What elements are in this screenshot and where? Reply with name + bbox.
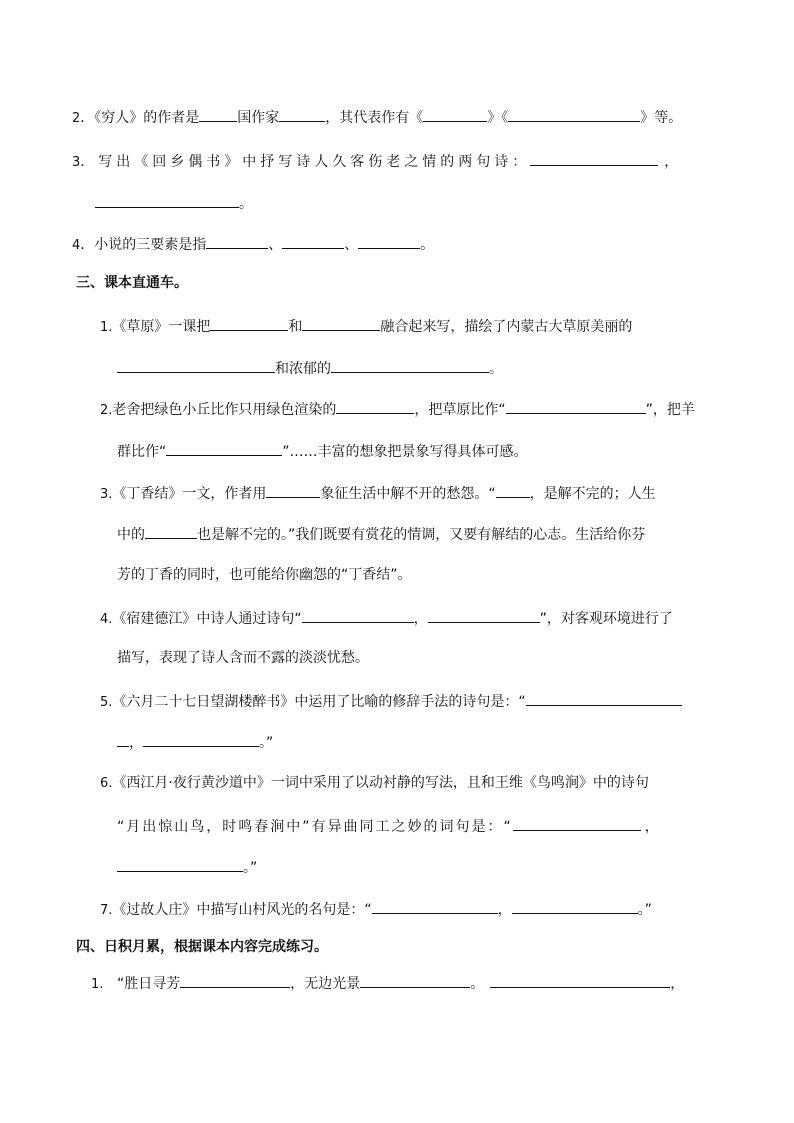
question-text: ，其代表作有《 [325,110,424,126]
question-text: 。 [239,196,253,212]
answer-blank[interactable] [512,898,638,914]
item-4-1 [91,972,684,995]
answer-blank[interactable] [372,898,498,914]
item-3-3 [100,482,656,505]
answer-blank[interactable] [210,315,288,331]
answer-blank[interactable] [358,233,420,249]
item-number: 5. [100,695,113,710]
item-text: 。” [637,902,652,918]
item-number: 3. [100,487,113,502]
item-text: ， [129,735,143,751]
item-number: 7. [100,903,113,918]
answer-blank[interactable] [145,523,197,539]
item-text: 。” [243,860,258,876]
question-text: 国作家 [237,110,280,126]
item-number: 4. [100,612,113,627]
answer-blank[interactable] [508,106,640,122]
item-text: ， [644,819,659,835]
item-text: 《丁香结》一文，作者用 [112,486,267,502]
item-text: ，是解不完的；人生 [529,486,656,502]
question-text: ．《穷人》的作者是 [80,110,200,126]
question-2 [72,106,682,129]
answer-blank[interactable] [506,398,646,414]
question-4 [72,233,434,256]
question-text: ， [664,154,679,170]
item-text: 老舍把绿色小丘比作只用绿色渲染的 [112,402,337,418]
answer-blank[interactable] [302,607,414,623]
answer-blank[interactable] [423,106,487,122]
item-text: 和 [288,319,303,335]
answer-blank[interactable] [95,192,239,208]
question-text: 、 [268,237,283,253]
item-text: ， [413,611,428,627]
item-text: ”……丰富的想象把景象写得具体可感。 [282,444,528,460]
item-text: ”，把羊 [645,402,695,418]
answer-blank[interactable] [302,315,380,331]
item-text: 也是解不完的。”我们既要有赏花的情调，又要有解结的心志。生活给你芬 [197,527,646,543]
item-text: 《六月二十七日望湖楼醉书》中运用了比喻的修辞手法的诗句是：“ [112,694,526,710]
answer-blank[interactable] [360,972,470,988]
item-text: 象征生活中解不开的愁怨。“ [320,486,496,502]
answer-blank[interactable] [428,607,540,623]
answer-blank[interactable] [279,106,325,122]
answer-blank[interactable] [526,690,682,706]
item-text: 和浓郁的 [275,361,331,377]
answer-blank[interactable] [117,731,129,747]
item-3-1 [100,315,632,338]
question-number: 2 [72,111,81,126]
item-text: 《宿建德江》中诗人通过诗句“ [112,611,302,627]
item-text: ， [670,976,685,992]
answer-blank[interactable] [166,440,282,456]
question-text: 》《 [487,110,509,126]
answer-blank[interactable] [331,357,489,373]
item-text: 群比作“ [117,444,167,460]
item-text: 。” [259,735,274,751]
item-text: 。 [470,976,485,992]
item-3-4-continued: 描写，表现了诗人含而不露的淡淡忧愁。 [117,650,369,666]
section-4-heading: 四、日积月累，根据课本内容完成练习。 [76,939,328,955]
answer-blank[interactable] [117,357,275,373]
item-number: 2. [100,403,113,418]
answer-blank[interactable] [206,233,268,249]
item-text: 《草原》一课把 [112,319,211,335]
item-text: 。 [489,361,503,377]
item-text: 融合起来写，描绘了内蒙古大草原美丽的 [380,319,633,335]
item-3-5 [100,690,682,713]
item-number: 1. [91,977,104,992]
question-3-continued [95,192,253,214]
question-number: 4 [72,238,81,253]
item-3-3-continued [117,523,645,545]
item-3-2-continued [117,440,528,462]
item-3-6-continued [117,856,257,878]
question-text: ．小说的三要素是指 [80,237,207,253]
item-text: ”，对客观环境进行了 [539,611,673,627]
answer-blank[interactable] [513,815,641,831]
item-text: ，无边光景 [290,976,361,992]
item-text: 中的 [117,527,145,543]
item-text: ，把草原比作“ [414,402,506,418]
item-3-5-continued [117,731,273,753]
answer-blank[interactable] [336,398,414,414]
question-3 [72,150,678,173]
answer-blank[interactable] [199,106,237,122]
section-3-heading: 三、课本直通车。 [76,275,188,291]
answer-blank[interactable] [180,972,290,988]
item-3-1-continued [117,357,503,379]
item-3-6 [100,773,649,794]
item-text: 《过故人庄》中描写山村风光的名句是：“ [112,902,372,918]
item-3-4 [100,607,673,630]
item-number: 1. [100,320,113,335]
answer-blank[interactable] [266,482,320,498]
item-text: ， [497,902,512,918]
answer-blank[interactable] [530,150,658,166]
answer-blank[interactable] [496,482,530,498]
question-number: 3 [72,155,81,170]
item-number: 6. [100,776,113,791]
item-3-3-continued: 芳的丁香的同时，也可能给你幽怨的“丁香结”。 [117,567,412,583]
question-text: 。 [420,237,435,253]
item-3-2 [100,398,695,421]
answer-blank[interactable] [490,972,670,988]
answer-blank[interactable] [282,233,344,249]
question-text: ．写出《回乡偶书》中抒写诗人久客伤老之情的两句诗： [80,154,531,170]
answer-blank[interactable] [143,731,259,747]
item-3-7 [100,898,652,921]
item-3-6-continued [117,815,659,837]
item-text: “胜日寻芳 [117,976,181,992]
item-text: 《西江月·夜行黄沙道中》一词中采用了以动衬静的写法，且和王维《鸟鸣涧》中的诗句 [112,775,649,791]
answer-blank[interactable] [117,856,243,872]
item-text: “月出惊山鸟，时鸣春涧中”有异曲同工之妙的词句是：“ [117,819,513,835]
question-text: 、 [344,237,359,253]
question-text: 》等。 [640,110,683,126]
